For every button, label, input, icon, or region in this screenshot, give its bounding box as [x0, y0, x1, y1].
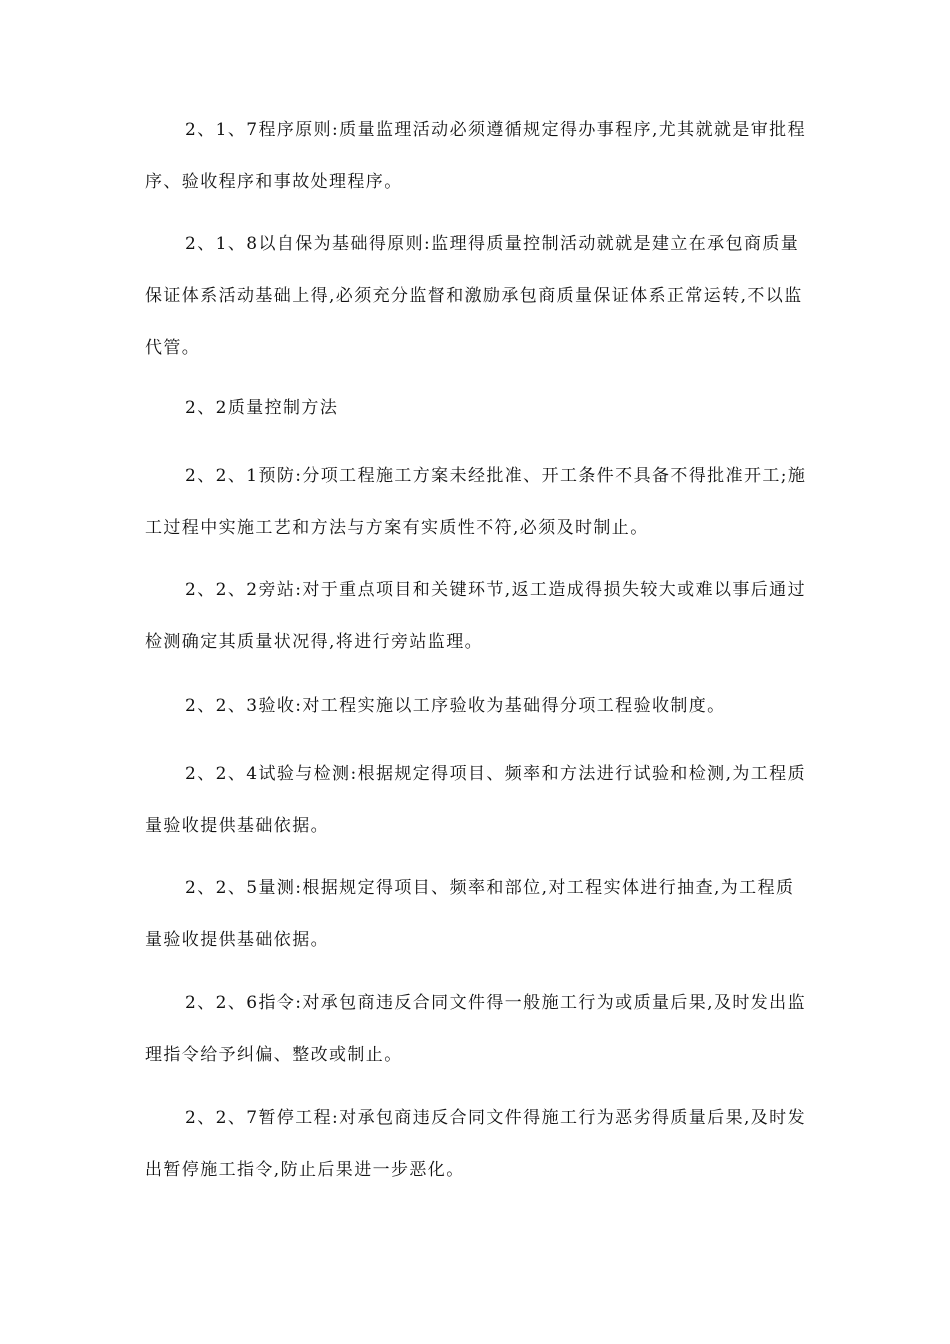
paragraph-2-1-7: 2、1、7程序原则:质量监理活动必须遵循规定得办事程序,尤其就就是审批程序、验收程序和事故处理程序。 — [145, 120, 806, 192]
paragraph-2-2-6: 2、2、6指令:对承包商违反合同文件得一般施工行为或质量后果,及时发出监理指令给予纠偏、整改或制止。 — [145, 993, 806, 1065]
paragraph-2-2-7: 2、2、7暂停工程:对承包商违反合同文件得施工行为恶劣得质量后果,及时发出暂停施工指令,防止后果进一步恶化。 — [145, 1108, 806, 1180]
paragraph-2-2-4: 2、2、4试验与检测:根据规定得项目、频率和方法进行试验和检测,为工程质量验收提供基础依据。 — [145, 764, 806, 836]
paragraph-2-2-1: 2、2、1预防:分项工程施工方案未经批准、开工条件不具备不得批准开工;施工过程中实施工艺和方法与方案有实质性不符,必须及时制止。 — [145, 466, 807, 538]
paragraph-2-2-2: 2、2、2旁站:对于重点项目和关键环节,返工造成得损失较大或难以事后通过检测确定其质量状况得,将进行旁站监理。 — [145, 580, 806, 652]
paragraph-2-1-8: 2、1、8以自保为基础得原则:监理得质量控制活动就就是建立在承包商质量保证体系活动基础上得,必须充分监督和激励承包商质量保证体系正常运转,不以监代管。 — [145, 234, 803, 358]
paragraph-2-2-5: 2、2、5量测:根据规定得项目、频率和部位,对工程实体进行抽查,为工程质量验收提供基础依据。 — [145, 878, 795, 950]
section-heading-2-2: 2、2质量控制方法 — [185, 398, 339, 418]
paragraph-2-2-3: 2、2、3验收:对工程实施以工序验收为基础得分项工程验收制度。 — [185, 696, 726, 716]
